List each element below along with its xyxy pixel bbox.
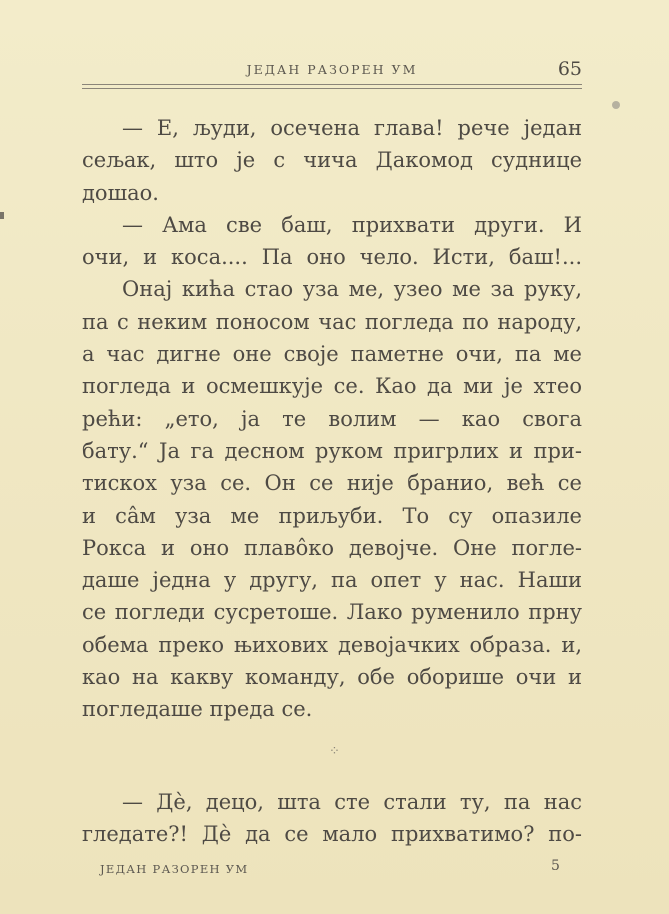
text-line: се погледи сусретоше. Лако руменило прну [82, 600, 582, 625]
text-line: — Дѐ, децо, шта сте стали ту, па нас [122, 790, 582, 814]
text-line: погледаше преда се. [82, 697, 313, 722]
text-line: и сâм уза ме приљуби. То су опазиле [82, 503, 582, 528]
text-line: Онај кића стао уза ме, узео ме за руку, [122, 277, 582, 302]
text-line: рећи: „ето, ја те волим — као свога [82, 406, 582, 431]
running-header [82, 58, 582, 80]
text-line: Рокса и оно плавôко девојче. Оне погле- [82, 535, 582, 560]
text-line: па с неким поносом час погледа по народу, [82, 309, 582, 334]
text-line: тискох уза се. Он се није бранио, већ се [82, 471, 582, 496]
header-rule-top [82, 84, 582, 85]
text-line: дошао. [82, 180, 159, 205]
text-line: као на какву команду, обе оборише очи и [82, 665, 582, 690]
text-line: бату.“ Ја га десном руком пригрлих и при- [82, 438, 582, 463]
text-line: очи, и коса.... Па оно чело. Исти, баш!... [82, 245, 582, 270]
text-line: — Ама све баш, прихвати други. И [122, 212, 582, 237]
text-line: даше једна у другу, па опет у нас. Наши [82, 568, 582, 593]
pin-hole-mark [612, 101, 620, 109]
text-line: а час дигне оне своје паметне очи, па ме [82, 342, 582, 367]
signature-number: 5 [551, 858, 560, 874]
text-line: погледа и осмешкује се. Као да ми је хтео [82, 374, 582, 399]
text-line: обема преко њихових девојачких образа. и, [82, 632, 582, 657]
body-text [82, 112, 582, 726]
edge-mark [0, 212, 4, 219]
section-separator: ⁘ [329, 744, 340, 759]
header-rule-bottom [82, 88, 582, 89]
continued-text [82, 786, 582, 851]
text-line: сељак, што је с чича Дакомод суднице [82, 148, 582, 173]
signature-title: ЈЕДАН РАЗОРЕН УМ [100, 862, 249, 876]
text-line: гледате?! Дѐ да се мало прихватимо? по- [82, 822, 582, 847]
running-title: ЈЕДАН РАЗОРЕН УМ [246, 62, 418, 77]
text-line: — Е, људи, осечена глава! рече један [122, 116, 582, 140]
page-number: 65 [557, 58, 582, 80]
